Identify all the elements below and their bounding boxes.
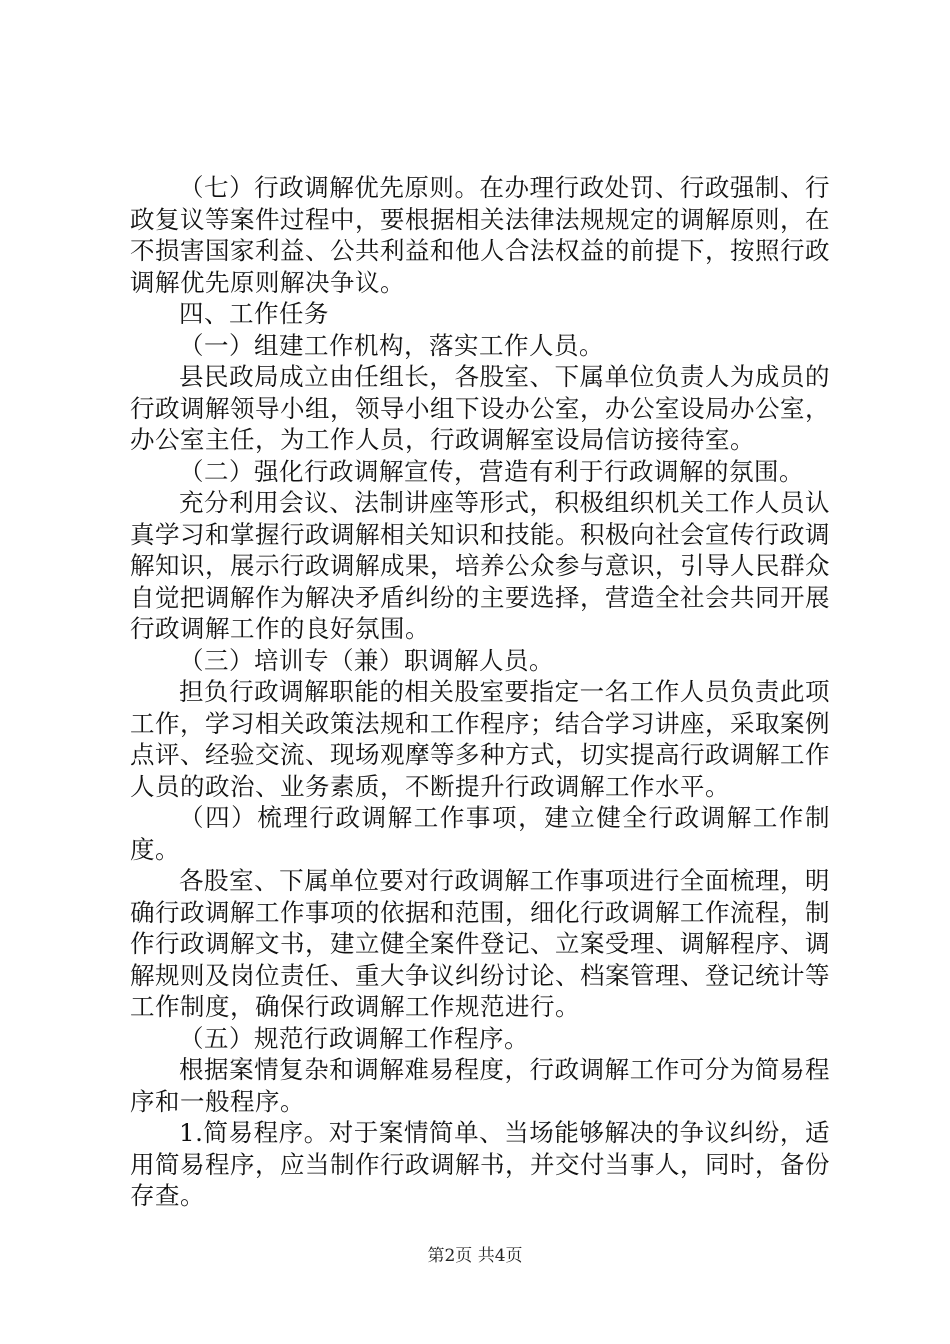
subheading-task-2: （二）强化行政调解宣传，营造有利于行政调解的氛围。 [179, 456, 804, 486]
paragraph-task-2: 充分利用会议、法制讲座等形式，积极组织机关工作人员认真学习和掌握行政调解相关知识和技能。积极向社会宣传行政调解知识，展示行政调解成果，培养公众参与意识，引导人民群众自觉把调解作为解决矛盾纠纷的主要选择，营造全社会共同开展行政调解工作的良好氛围。 [130, 488, 830, 643]
subheading-task-4: （四）梳理行政调解工作事项，建立健全行政调解工作制度。 [130, 803, 830, 864]
section-heading-tasks: 四、工作任务 [179, 299, 329, 328]
paragraph-task-4: 各股室、下属单位要对行政调解工作事项进行全面梳理，明确行政调解工作事项的依据和范围，细化行政调解工作流程，制作行政调解文书，建立健全案件登记、立案受理、调解程序、调解规则及岗位责任、重大争议纠纷讨论、档案管理、登记统计等工作制度，确保行政调解工作规范进行。 [130, 866, 830, 1021]
paragraph-principle-7: （七）行政调解优先原则。在办理行政处罚、行政强制、行政复议等案件过程中，要根据相关法律法规规定的调解原则，在不损害国家利益、公共利益和他人合法权益的前提下，按照行政调解优先原则解决争议。 [130, 173, 830, 297]
paragraph-simple-procedure: 1.简易程序。对于案情简单、当场能够解决的争议纠纷，适用简易程序，应当制作行政调解书，并交付当事人，同时，备份存查。 [130, 1118, 830, 1210]
subheading-task-1: （一）组建工作机构，落实工作人员。 [179, 330, 604, 360]
paragraph-task-3: 担负行政调解职能的相关股室要指定一名工作人员负责此项工作，学习相关政策法规和工作程序；结合学习讲座，采取案例点评、经验交流、现场观摩等多种方式，切实提高行政调解工作人员的政治、业务素质，不断提升行政调解工作水平。 [130, 677, 830, 801]
subheading-task-5: （五）规范行政调解工作程序。 [179, 1023, 529, 1053]
page-footer: 第2页 共4页 [427, 1246, 523, 1266]
document-body [130, 172, 830, 1212]
paragraph-task-1: 县民政局成立由任组长，各股室、下属单位负责人为成员的行政调解领导小组，领导小组下设办公室，办公室设局办公室，办公室主任，为工作人员，行政调解室设局信访接待室。 [130, 362, 830, 454]
subheading-task-3: （三）培训专（兼）职调解人员。 [179, 645, 554, 675]
paragraph-task-5: 根据案情复杂和调解难易程度，行政调解工作可分为简易程序和一般程序。 [130, 1055, 830, 1116]
